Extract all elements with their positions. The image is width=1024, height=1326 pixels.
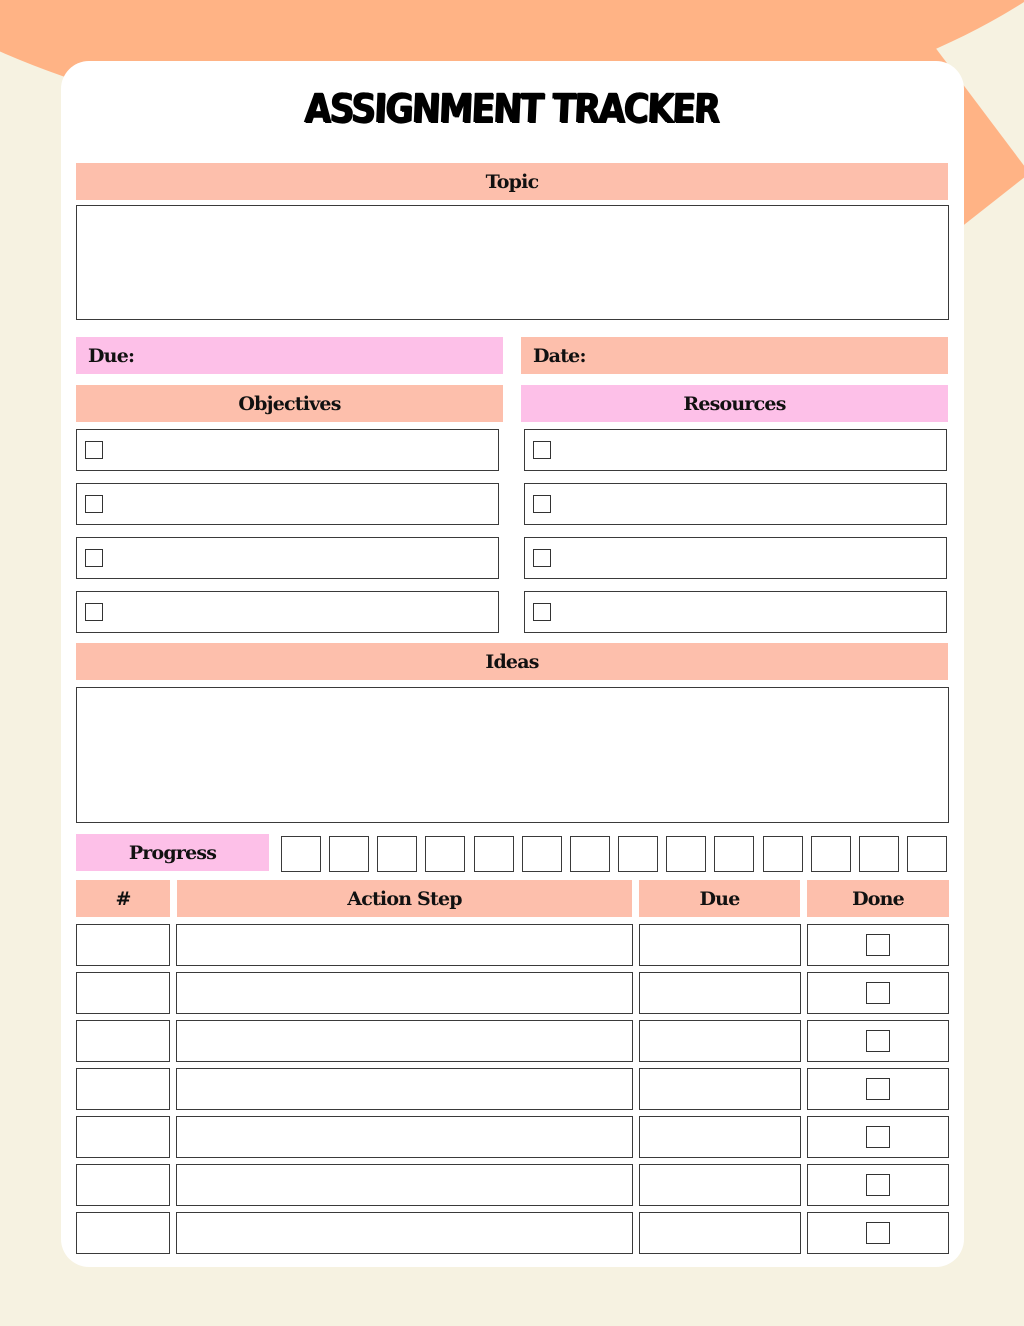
resource-item[interactable] (524, 537, 947, 579)
objective-checkbox[interactable] (85, 495, 103, 513)
objective-checkbox[interactable] (85, 603, 103, 621)
row-due-cell[interactable] (639, 1068, 801, 1110)
column-header-action-step: Action Step (177, 880, 632, 917)
progress-box[interactable] (618, 836, 658, 872)
objective-item[interactable] (76, 483, 499, 525)
progress-box[interactable] (570, 836, 610, 872)
done-checkbox[interactable] (866, 1078, 890, 1100)
done-checkbox[interactable] (866, 934, 890, 956)
row-done-cell (807, 1020, 949, 1062)
resources-header (521, 385, 948, 422)
done-checkbox[interactable] (866, 1030, 890, 1052)
due-label: Due: (88, 344, 135, 367)
row-number-cell[interactable] (76, 1116, 170, 1158)
resource-checkbox[interactable] (533, 441, 551, 459)
ideas-input[interactable] (76, 687, 949, 823)
page-title: ASSIGNMENT TRACKER (303, 86, 721, 132)
row-action-step-cell[interactable] (176, 1068, 633, 1110)
progress-label: Progress (128, 841, 217, 864)
date-field[interactable] (521, 337, 948, 374)
row-action-step-cell[interactable] (176, 1020, 633, 1062)
column-header-number: # (76, 880, 170, 917)
row-due-cell[interactable] (639, 924, 801, 966)
row-done-cell (807, 1068, 949, 1110)
row-action-step-cell[interactable] (176, 972, 633, 1014)
progress-box[interactable] (714, 836, 754, 872)
row-due-cell[interactable] (639, 1020, 801, 1062)
progress-box[interactable] (425, 836, 465, 872)
row-done-cell (807, 972, 949, 1014)
objective-checkbox[interactable] (85, 441, 103, 459)
topic-header (76, 163, 948, 200)
objective-checkbox[interactable] (85, 549, 103, 567)
progress-box[interactable] (522, 836, 562, 872)
column-header-done: Done (807, 880, 949, 917)
row-action-step-cell[interactable] (176, 1212, 633, 1254)
done-checkbox[interactable] (866, 982, 890, 1004)
progress-box[interactable] (329, 836, 369, 872)
resources-label: Resources (683, 392, 786, 415)
progress-header (76, 834, 269, 871)
progress-box[interactable] (859, 836, 899, 872)
row-done-cell (807, 924, 949, 966)
row-due-cell[interactable] (639, 972, 801, 1014)
topic-input[interactable] (76, 205, 949, 320)
objective-item[interactable] (76, 537, 499, 579)
row-done-cell (807, 1164, 949, 1206)
objectives-header (76, 385, 503, 422)
resource-checkbox[interactable] (533, 549, 551, 567)
row-number-cell[interactable] (76, 1212, 170, 1254)
progress-box[interactable] (811, 836, 851, 872)
resource-item[interactable] (524, 483, 947, 525)
row-due-cell[interactable] (639, 1164, 801, 1206)
resource-item[interactable] (524, 591, 947, 633)
row-number-cell[interactable] (76, 1164, 170, 1206)
objective-item[interactable] (76, 591, 499, 633)
row-action-step-cell[interactable] (176, 924, 633, 966)
row-number-cell[interactable] (76, 924, 170, 966)
row-action-step-cell[interactable] (176, 1164, 633, 1206)
progress-box[interactable] (377, 836, 417, 872)
column-header-due: Due (639, 880, 800, 917)
row-action-step-cell[interactable] (176, 1116, 633, 1158)
resource-checkbox[interactable] (533, 495, 551, 513)
progress-box[interactable] (281, 836, 321, 872)
objective-item[interactable] (76, 429, 499, 471)
topic-label: Topic (485, 170, 539, 193)
row-done-cell (807, 1116, 949, 1158)
row-due-cell[interactable] (639, 1116, 801, 1158)
ideas-header (76, 643, 948, 680)
objectives-label: Objectives (238, 392, 341, 415)
done-checkbox[interactable] (866, 1174, 890, 1196)
resource-checkbox[interactable] (533, 603, 551, 621)
due-field[interactable] (76, 337, 503, 374)
progress-box[interactable] (474, 836, 514, 872)
progress-box[interactable] (907, 836, 947, 872)
row-done-cell (807, 1212, 949, 1254)
done-checkbox[interactable] (866, 1222, 890, 1244)
done-checkbox[interactable] (866, 1126, 890, 1148)
row-number-cell[interactable] (76, 972, 170, 1014)
progress-box[interactable] (763, 836, 803, 872)
row-due-cell[interactable] (639, 1212, 801, 1254)
progress-box[interactable] (666, 836, 706, 872)
row-number-cell[interactable] (76, 1020, 170, 1062)
date-label: Date: (533, 344, 586, 367)
row-number-cell[interactable] (76, 1068, 170, 1110)
ideas-label: Ideas (485, 650, 539, 673)
resource-item[interactable] (524, 429, 947, 471)
